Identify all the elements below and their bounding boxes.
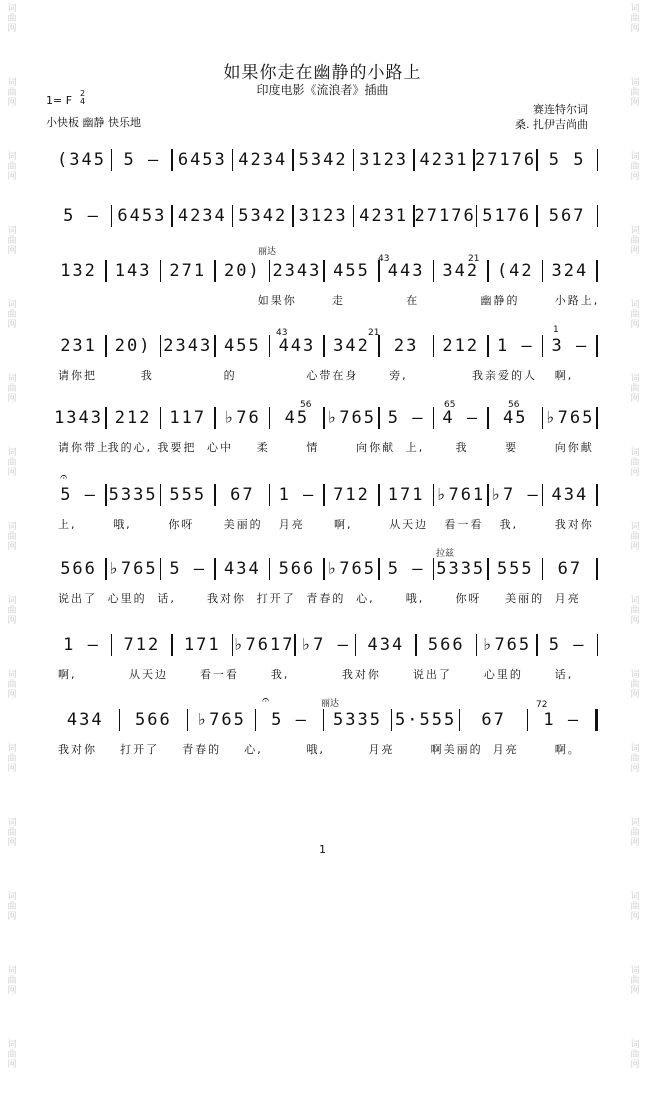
- lyric-text: 的: [223, 369, 237, 382]
- lyric-text: 哦,: [405, 592, 425, 605]
- measure: ♭76: [223, 408, 261, 428]
- measure: 3123: [298, 206, 348, 226]
- lyric-text: 向你献: [554, 441, 594, 454]
- measure: 434: [223, 559, 261, 579]
- measure: 4234: [177, 206, 227, 226]
- song-title: 如果你走在幽静的小路上: [223, 63, 422, 83]
- measure: 342: [333, 336, 370, 356]
- measure: 566: [278, 559, 316, 579]
- lyric-text: 走: [332, 294, 346, 307]
- watermark-text: 词曲网: [7, 596, 17, 626]
- lyric-text: 话,: [554, 668, 574, 681]
- barline: [596, 407, 598, 429]
- lyric-text: 我: [455, 441, 469, 454]
- measure: 5342: [238, 206, 288, 226]
- measure: 271: [169, 261, 207, 281]
- measure: 4234: [238, 150, 288, 170]
- measure: 5335: [333, 710, 382, 730]
- measure: 5 –: [60, 485, 97, 505]
- lyric-text: 月亮: [278, 518, 305, 531]
- time-signature: 2 4: [80, 89, 86, 106]
- lyric-text: 啊,: [334, 518, 353, 531]
- lyric-text: 小路上,: [554, 294, 600, 307]
- measure: 5335: [108, 485, 158, 505]
- watermark-text: 词曲网: [7, 448, 17, 478]
- lyric-text: 哦,: [113, 518, 132, 531]
- measure: 117: [169, 408, 207, 428]
- measure: 20): [114, 336, 152, 356]
- lyric-text: 我亲爱的人: [472, 369, 537, 382]
- measure: ♭7 –: [490, 485, 540, 505]
- measure: 3 –: [551, 336, 589, 356]
- measure: 1 –: [543, 710, 581, 730]
- lyric-text: 月亮: [554, 592, 581, 605]
- barline: [596, 335, 598, 357]
- lyric-text: 心中: [207, 441, 234, 454]
- lyric-text: 美丽的: [223, 518, 263, 531]
- lyric-text: 我对你: [58, 743, 97, 756]
- fermata-icon: 𝄐: [60, 470, 68, 485]
- score-line: [52, 482, 598, 508]
- measure: 1343: [54, 408, 104, 428]
- score-line: [52, 632, 598, 658]
- lyric-text: 从天边: [389, 518, 429, 531]
- measure: 6453: [117, 206, 167, 226]
- score-line: [52, 258, 598, 284]
- barline: [596, 558, 598, 580]
- measure: 567: [548, 206, 586, 226]
- lyric-text: 哦,: [306, 743, 325, 756]
- measure: 5335: [436, 559, 486, 579]
- watermark-text: 词曲网: [7, 300, 17, 330]
- key-signature: 1= F: [46, 94, 73, 107]
- barline: [596, 260, 598, 282]
- measure: (42: [496, 261, 534, 281]
- lyric-text: 啊,: [58, 668, 77, 681]
- watermark-text: 词曲网: [630, 448, 640, 478]
- lyric-text: 向你献: [356, 441, 396, 454]
- measure: ♭765: [327, 408, 376, 428]
- measure: 5·555: [395, 710, 457, 730]
- lyric-text: 啊。: [554, 743, 581, 756]
- lyric-text: 啊,: [554, 369, 574, 382]
- score-line: [52, 333, 598, 359]
- page-number: 1: [319, 843, 326, 856]
- watermark-text: 词曲网: [630, 522, 640, 552]
- measure: 231: [60, 336, 97, 356]
- measure: 1 –: [496, 336, 534, 356]
- lyric-text: 你呀: [455, 592, 482, 605]
- lyric-text: 请你把: [58, 369, 97, 382]
- measure: 712: [333, 485, 370, 505]
- watermark-text: 词曲网: [630, 226, 640, 256]
- score-mark: 21: [468, 254, 480, 264]
- score-mark: 56: [300, 400, 312, 410]
- measure: 27176: [474, 150, 537, 170]
- measure: 566: [427, 635, 465, 655]
- lyric-text: 看一看: [444, 518, 484, 531]
- lyric-text: 心带在身: [306, 369, 359, 382]
- watermark-text: 词曲网: [630, 152, 640, 182]
- lyric-text: 在: [406, 294, 420, 307]
- lyric-text: 看一看: [199, 668, 239, 681]
- score-mark: 65: [444, 400, 456, 410]
- measure: 212: [442, 336, 480, 356]
- measure: 5 –: [123, 150, 161, 170]
- watermark-text: 词曲网: [630, 4, 640, 34]
- lyric-text: 请你带上: [58, 441, 110, 454]
- lyric-text: 我要把: [157, 441, 197, 454]
- measure: 555: [169, 485, 207, 505]
- measure: 342: [442, 261, 480, 281]
- measure: 143: [114, 261, 152, 281]
- watermark-text: 词曲网: [7, 892, 17, 922]
- watermark-text: 词曲网: [7, 226, 17, 256]
- measure: 171: [387, 485, 425, 505]
- score-mark: 21: [368, 328, 380, 338]
- barline: [597, 205, 599, 227]
- lyric-text: 心里的: [107, 592, 147, 605]
- measure: 212: [114, 408, 152, 428]
- watermark-text: 词曲网: [7, 818, 17, 848]
- watermark-text: 词曲网: [630, 966, 640, 996]
- measure: 67: [230, 485, 255, 505]
- barline: [597, 149, 599, 171]
- song-subtitle: 印度电影《流浪者》插曲: [256, 83, 389, 97]
- lyric-text: 美丽的: [505, 592, 545, 605]
- measure: 5 –: [548, 635, 586, 655]
- measure: ♭765: [196, 710, 246, 730]
- score-mark: 拉兹: [436, 549, 455, 559]
- measure: 5342: [298, 150, 348, 170]
- lyric-text: 啊美丽的: [430, 743, 483, 756]
- measure: 67: [481, 710, 506, 730]
- lyric-text: 我对你: [341, 668, 381, 681]
- barline: [597, 634, 599, 656]
- watermark-text: 词曲网: [7, 1040, 17, 1070]
- score-line: [52, 707, 598, 733]
- measure: 4 –: [442, 408, 480, 428]
- lyric-text: 说出了: [412, 668, 452, 681]
- measure: 23: [393, 336, 419, 356]
- score-mark: 43: [378, 254, 390, 264]
- watermark-text: 词曲网: [7, 374, 17, 404]
- watermark-text: 词曲网: [7, 670, 17, 700]
- lyric-text: 青春的: [306, 592, 346, 605]
- lyric-text: 幽静的: [480, 294, 520, 307]
- watermark-text: 词曲网: [630, 1040, 640, 1070]
- measure: 455: [223, 336, 261, 356]
- lyric-text: 说出了: [58, 592, 97, 605]
- lyric-text: 情: [306, 441, 320, 454]
- watermark-text: 词曲网: [630, 374, 640, 404]
- measure: 555: [496, 559, 534, 579]
- measure: ♭765: [327, 559, 376, 579]
- measure: ♭765: [482, 635, 532, 655]
- watermark-text: 词曲网: [630, 78, 640, 108]
- measure: 5 –: [169, 559, 207, 579]
- measure: 27176: [414, 206, 476, 226]
- score-mark: 56: [508, 400, 520, 410]
- watermark-text: 词曲网: [7, 152, 17, 182]
- watermark-text: 词曲网: [630, 300, 640, 330]
- watermark-text: 词曲网: [630, 744, 640, 774]
- measure: 45: [503, 408, 528, 428]
- lyric-text: 要: [505, 441, 519, 454]
- lyric-text: 我对你: [554, 518, 594, 531]
- measure: 1 –: [278, 485, 316, 505]
- watermark-text: 词曲网: [7, 4, 17, 34]
- score-line: [52, 203, 598, 229]
- measure: 5 –: [271, 710, 308, 730]
- lyric-text: 从天边: [128, 668, 168, 681]
- lyric-text: 心,: [356, 592, 375, 605]
- score-mark: 43: [276, 328, 288, 338]
- lyric-text: 心里的: [483, 668, 523, 681]
- lyric-text: 我,: [499, 518, 519, 531]
- score-mark: 1: [553, 325, 559, 335]
- lyricist: 赛连特尔词: [533, 103, 588, 116]
- measure: 434: [367, 635, 405, 655]
- watermark-right: [627, 4, 643, 1114]
- barline: [596, 484, 598, 506]
- measure: 5 –: [387, 408, 425, 428]
- lyric-text: 柔: [256, 441, 270, 454]
- lyric-text: 月亮: [368, 743, 395, 756]
- measure: ♭765: [545, 408, 595, 428]
- fermata-icon: 𝄐: [262, 693, 270, 708]
- measure: 712: [123, 635, 161, 655]
- lyric-text: 我的心,: [107, 441, 153, 454]
- measure: 5 –: [63, 206, 100, 226]
- measure: 455: [333, 261, 370, 281]
- watermark-text: 词曲网: [630, 892, 640, 922]
- score-mark: 丽达: [321, 699, 340, 709]
- measure: 4231: [359, 206, 409, 226]
- measure: 45: [284, 408, 310, 428]
- lyric-text: 打开了: [120, 743, 160, 756]
- measure: 434: [66, 710, 104, 730]
- measure: ♭7617: [233, 635, 295, 655]
- lyric-text: 我: [140, 369, 154, 382]
- lyric-text: 月亮: [492, 743, 519, 756]
- watermark-text: 词曲网: [630, 596, 640, 626]
- score-mark: 72: [536, 700, 548, 710]
- score-mark: 丽达: [258, 247, 277, 257]
- watermark-text: 词曲网: [630, 818, 640, 848]
- tempo-marking: 小快板 幽静 快乐地: [46, 116, 141, 129]
- measure: ♭7 –: [300, 635, 350, 655]
- lyric-text: 话,: [157, 592, 176, 605]
- measure: ♭761: [436, 485, 486, 505]
- watermark-left: [4, 4, 20, 1114]
- lyric-text: 你呀: [168, 518, 195, 531]
- measure: 4231: [419, 150, 469, 170]
- measure: 67: [557, 559, 583, 579]
- measure: 5 5: [548, 150, 586, 170]
- measure: 6453: [177, 150, 227, 170]
- measure: 2343: [163, 336, 213, 356]
- lyric-text: 青春的: [182, 743, 222, 756]
- measure: 324: [551, 261, 589, 281]
- measure: 443: [278, 336, 316, 356]
- lyric-text: 如果你: [257, 294, 297, 307]
- measure: (345: [56, 150, 106, 170]
- lyric-text: 打开了: [256, 592, 296, 605]
- measure: 132: [60, 261, 97, 281]
- lyric-text: 上,: [58, 518, 77, 531]
- watermark-text: 词曲网: [7, 744, 17, 774]
- barline: [595, 709, 598, 731]
- measure: 171: [183, 635, 221, 655]
- lyric-text: 旁,: [389, 369, 408, 382]
- measure: 434: [551, 485, 589, 505]
- lyric-text: 我对你: [207, 592, 247, 605]
- measure: 20): [223, 261, 261, 281]
- lyric-text: 上,: [405, 441, 425, 454]
- measure: 2343: [272, 261, 322, 281]
- watermark-text: 词曲网: [7, 966, 17, 996]
- measure: 5 –: [387, 559, 425, 579]
- measure: 5176: [482, 206, 532, 226]
- measure: 443: [387, 261, 425, 281]
- score-line: [52, 556, 598, 582]
- lyric-text: 心,: [244, 743, 263, 756]
- watermark-text: 词曲网: [7, 78, 17, 108]
- lyric-text: 我,: [270, 668, 290, 681]
- measure: 1 –: [63, 635, 100, 655]
- score-line: [52, 147, 598, 173]
- measure: 566: [60, 559, 97, 579]
- watermark-text: 词曲网: [630, 670, 640, 700]
- measure: 566: [134, 710, 172, 730]
- measure: 3123: [359, 150, 409, 170]
- measure: ♭765: [108, 559, 158, 579]
- composer: 桑. 扎伊吉尚曲: [515, 118, 588, 131]
- watermark-text: 词曲网: [7, 522, 17, 552]
